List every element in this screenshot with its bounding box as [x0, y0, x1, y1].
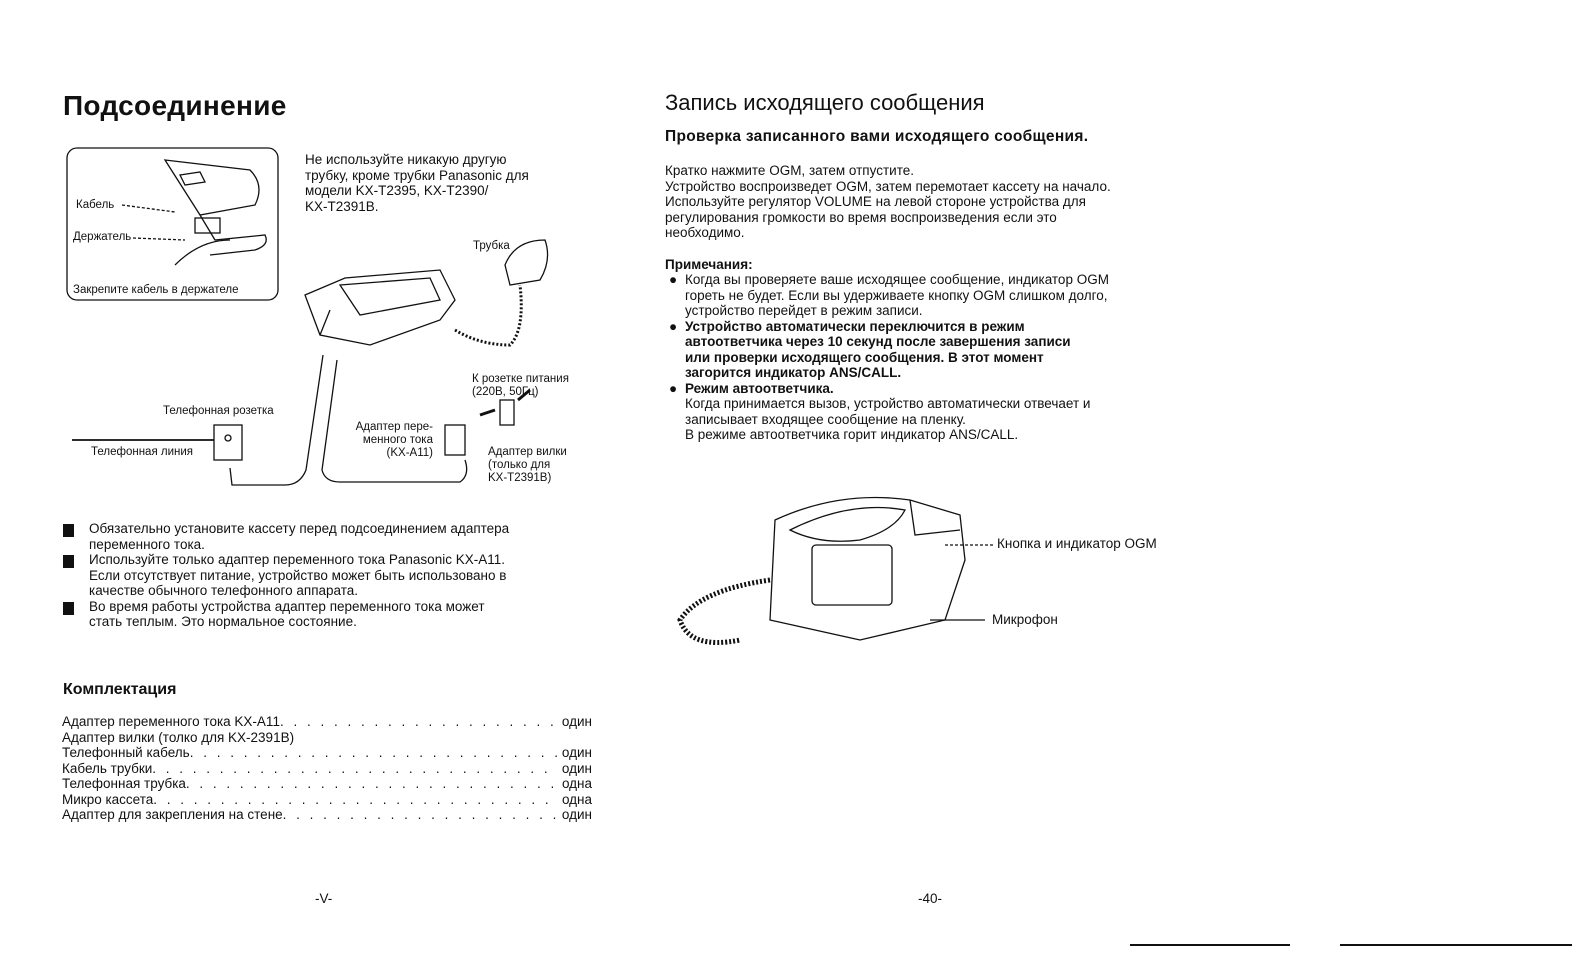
intro-text	[665, 163, 1111, 241]
text-line: регулирования громкости во время воспроизведения если это	[665, 209, 1057, 225]
text-line: Во время работы устройства адаптер переменного тока может	[89, 598, 485, 614]
bullet-item	[63, 599, 623, 630]
text-line: модели KX-T2395, KX-T2390/	[305, 183, 489, 198]
plug-adapter	[500, 400, 514, 425]
part-name: Микро кассета	[62, 791, 154, 807]
text-line: загорится индикатор ANS/CALL.	[685, 365, 902, 380]
part-name: Телефонный кабель	[62, 745, 190, 760]
phone-socket-label: Телефонная розетка	[163, 405, 274, 417]
text-line: Когда вы проверяете ваше исходящее сообщение, индикатор OGM	[685, 272, 1109, 287]
parts-row	[62, 730, 592, 746]
part-qty: один	[561, 714, 592, 729]
notes-list	[665, 272, 1225, 443]
note-item	[665, 272, 1225, 319]
text-line: устройство перейдет в режим записи.	[685, 303, 923, 318]
text-line: гореть не будет. Если вы удерживаете кнопку OGM слишком долго,	[685, 287, 1108, 303]
square-bullet-icon	[63, 555, 74, 568]
text-line: К розетке питания	[472, 373, 569, 385]
handset-drawing	[505, 240, 548, 285]
notes-title: Примечания:	[665, 257, 753, 272]
edge-line	[1130, 944, 1290, 946]
part-qty: один	[561, 745, 592, 760]
phone-line-label: Телефонная линия	[91, 446, 194, 458]
text-line: В режиме автоответчика горит индикатор ANS/CALL.	[685, 427, 1019, 442]
text-line: (KX-A11)	[386, 447, 433, 459]
holder-leader	[133, 238, 185, 240]
inset-caption: Закрепите кабель в держателе	[73, 284, 239, 296]
power-outlet-label	[472, 373, 569, 399]
plug-adapter-label	[488, 446, 567, 485]
subtitle: Проверка записанного вами исходящего сообщения.	[665, 128, 1089, 145]
note-item	[665, 319, 1225, 381]
text-line: Используйте только адаптер переменного тока Panasonic KX-A11.	[89, 552, 505, 567]
answering-machine-drawing	[680, 498, 965, 643]
text-line: или проверки исходящего сообщения. В этот момент	[685, 349, 1044, 365]
part-qty: один	[561, 760, 592, 776]
inset-phone-drawing	[165, 160, 266, 265]
text-line: менного тока	[362, 434, 433, 446]
phone-socket	[214, 425, 242, 460]
text-line: Устройство автоматически переключится в режим	[685, 318, 1025, 334]
parts-row	[62, 776, 592, 792]
holder-label: Держатель	[73, 231, 132, 243]
base-unit-drawing	[305, 270, 455, 345]
left-page-number: -V-	[315, 891, 333, 906]
text-line: Когда принимается вызов, устройство автоматически отвечает и	[685, 396, 1091, 411]
bullet-list	[63, 521, 623, 630]
part-qty: один	[561, 807, 592, 822]
bullet-dot-icon: ●	[669, 272, 678, 287]
ogm-label: Кнопка и индикатор OGM	[997, 536, 1157, 551]
parts-row	[62, 761, 592, 777]
square-bullet-icon	[63, 602, 74, 615]
text-line: необходимо.	[665, 225, 745, 240]
page-title: Подсоединение	[63, 90, 287, 121]
text-line: записывает входящее сообщение на пленку.	[685, 411, 966, 427]
bullet-dot-icon: ●	[669, 380, 678, 396]
parts-title: Комплектация	[63, 681, 177, 698]
text-line: KX-T2391B.	[305, 198, 379, 214]
text-line: качестве обычного телефонного аппарата.	[89, 583, 359, 598]
parts-row	[62, 745, 592, 761]
text-line: Режим автоответчика.	[685, 380, 834, 396]
parts-row	[62, 807, 592, 823]
text-line: Используйте регулятор VOLUME на левой стороне устройства для	[665, 194, 1086, 209]
part-qty: одна	[561, 791, 592, 807]
text-line: (только для	[488, 459, 551, 471]
bullet-dot-icon: ●	[669, 318, 678, 334]
text-line: (220В, 50Гц)	[472, 386, 539, 398]
note-item	[665, 381, 1225, 443]
parts-row	[62, 714, 592, 730]
bullet-item	[63, 521, 623, 552]
part-name: Телефонная трубка	[62, 776, 186, 791]
part-name: Адаптер для закрепления на стене	[62, 807, 283, 822]
handset-note	[305, 152, 529, 214]
text-line: Если отсутствует питание, устройство может быть использовано в	[89, 567, 507, 583]
part-name: Адаптер вилки (толко для KX-2391B)	[62, 729, 295, 745]
text-line: Обязательно установите кассету перед подсоединением адаптера	[89, 521, 510, 536]
part-qty: одна	[561, 776, 592, 791]
text-line: трубку, кроме трубки Panasonic для	[305, 167, 529, 183]
text-line: переменного тока.	[89, 536, 205, 552]
cable-leader	[122, 205, 175, 212]
phone-cable	[230, 355, 323, 485]
text-line: автоответчика через 10 секунд после завершения записи	[685, 334, 1071, 349]
bullet-item	[63, 552, 623, 599]
ac-adapter	[445, 425, 465, 455]
text-line: Адаптер вилки	[488, 446, 567, 458]
right-page-number: -40-	[918, 891, 943, 906]
mic-label: Микрофон	[992, 612, 1058, 627]
handset-cord	[455, 285, 521, 345]
right-page-title: Запись исходящего сообщения	[665, 90, 985, 115]
part-name: Кабель трубки	[62, 760, 153, 776]
text-line: Устройство воспроизведет OGM, затем перемотает кассету на начало.	[665, 178, 1111, 194]
text-line: Кратко нажмите OGM, затем отпустите.	[665, 163, 914, 178]
edge-line	[1340, 944, 1572, 946]
text-line: стать теплым. Это нормальное состояние.	[89, 614, 357, 629]
text-line: Не используйте никакую другую	[305, 152, 507, 167]
ac-adapter-label	[338, 421, 433, 460]
square-bullet-icon	[63, 524, 74, 537]
text-line: Адаптер пере-	[355, 421, 433, 433]
cable-label: Кабель	[76, 199, 115, 211]
text-line: KX-T2391B)	[488, 472, 552, 484]
parts-row	[62, 792, 592, 808]
part-name: Адаптер переменного тока KX-A11	[62, 714, 280, 729]
parts-list	[62, 714, 592, 823]
handset-label: Трубка	[473, 240, 510, 252]
